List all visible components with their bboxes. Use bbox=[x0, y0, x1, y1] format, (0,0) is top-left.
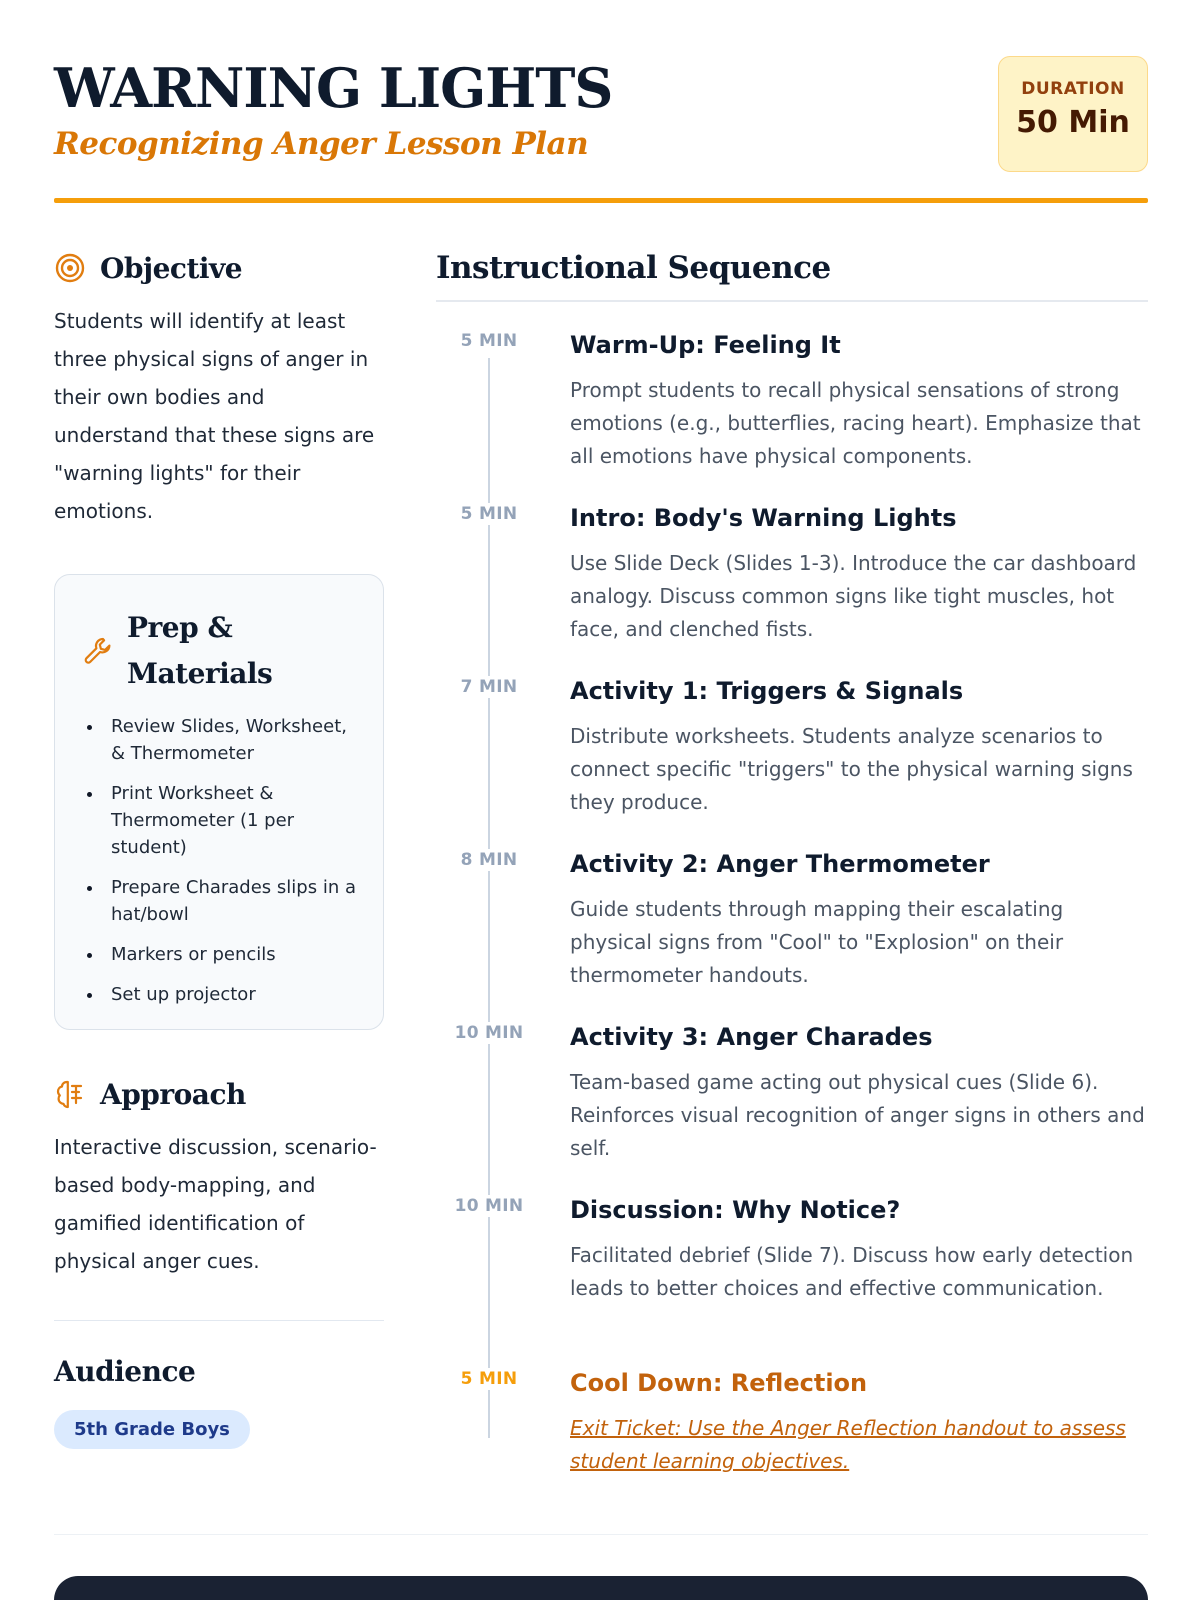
step-time: 5 MIN bbox=[436, 330, 542, 352]
prep-list bbox=[81, 713, 357, 1008]
page-subtitle: Recognizing Anger Lesson Plan bbox=[54, 126, 589, 162]
step-title: Warm-Up: Feeling It bbox=[570, 331, 841, 359]
step-time: 5 MIN bbox=[436, 1368, 542, 1390]
duration-label: DURATION bbox=[1021, 79, 1125, 99]
duration-value: 50 Min bbox=[1016, 105, 1130, 140]
list-item: Print Worksheet & Thermometer (1 per student) bbox=[81, 780, 357, 861]
step-title: Intro: Body's Warning Lights bbox=[570, 504, 957, 532]
duration-box bbox=[998, 56, 1148, 172]
exit-ticket-link[interactable]: Exit Ticket: Use the Anger Reflection handout to assess student learning objectives. bbox=[570, 1416, 1126, 1473]
approach-section bbox=[54, 1074, 384, 1280]
step-description: Facilitated debrief (Slide 7). Discuss how early detection leads to better choices and effective communication. bbox=[570, 1243, 1134, 1300]
step-time: 10 MIN bbox=[436, 1022, 542, 1044]
step-title: Activity 1: Triggers & Signals bbox=[570, 677, 964, 705]
step-description: Guide students through mapping their escalating physical signs from "Cool" to "Explosion" on their thermometer handouts. bbox=[570, 897, 1064, 987]
prep-materials-card bbox=[54, 574, 384, 1030]
audience-badge: 5th Grade Boys bbox=[54, 1410, 250, 1449]
step-time: 10 MIN bbox=[436, 1195, 542, 1217]
step-description: Use Slide Deck (Slides 1-3). Introduce the car dashboard analogy. Discuss common signs like tight muscles, hot face, and clenched fists. bbox=[570, 551, 1137, 641]
list-item: Set up projector bbox=[81, 981, 357, 1008]
audience-section bbox=[54, 1355, 384, 1449]
brain-icon bbox=[54, 1078, 86, 1110]
step-title: Activity 2: Anger Thermometer bbox=[570, 850, 990, 878]
sequence-title: Instructional Sequence bbox=[436, 250, 831, 286]
prep-title: Prep & Materials bbox=[127, 611, 273, 690]
bottom-divider bbox=[54, 1534, 1148, 1535]
step-description: Distribute worksheets. Students analyze scenarios to connect specific "triggers" to the physical warning signs they produce. bbox=[570, 724, 1133, 814]
step-title: Discussion: Why Notice? bbox=[570, 1196, 901, 1224]
step-title: Cool Down: Reflection bbox=[570, 1369, 868, 1397]
list-item: Markers or pencils bbox=[81, 941, 357, 968]
objective-title: Objective bbox=[100, 251, 243, 285]
step-description: Prompt students to recall physical sensations of strong emotions (e.g., butterflies, racing heart). Emphasize that all emotions have physical components. bbox=[570, 378, 1141, 468]
step-title: Activity 3: Anger Charades bbox=[570, 1023, 933, 1051]
approach-text: Interactive discussion, scenario-based body-mapping, and gamified identification of physical anger cues. bbox=[54, 1135, 377, 1273]
target-icon bbox=[54, 252, 86, 284]
header-divider bbox=[54, 198, 1148, 203]
objective-section bbox=[54, 248, 384, 530]
step-time: 5 MIN bbox=[436, 503, 542, 525]
step-description: Team-based game acting out physical cues (Slide 6). Reinforces visual recognition of anger signs in others and self. bbox=[570, 1070, 1145, 1160]
wrench-icon bbox=[81, 634, 115, 668]
left-divider bbox=[54, 1320, 384, 1321]
approach-title: Approach bbox=[100, 1077, 246, 1111]
list-item: Review Slides, Worksheet, & Thermometer bbox=[81, 713, 357, 767]
list-item: Prepare Charades slips in a hat/bowl bbox=[81, 874, 357, 928]
audience-title: Audience bbox=[54, 1355, 196, 1388]
sequence-section bbox=[436, 248, 1148, 302]
objective-text: Students will identify at least three physical signs of anger in their own bodies and understand that these signs are "warning lights" for their emotions. bbox=[54, 309, 375, 523]
footer-bar bbox=[54, 1576, 1148, 1600]
sequence-divider bbox=[436, 300, 1148, 302]
step-time: 7 MIN bbox=[436, 676, 542, 698]
page-title: WARNING LIGHTS bbox=[54, 56, 613, 120]
lesson-header bbox=[54, 56, 1148, 202]
step-time: 8 MIN bbox=[436, 849, 542, 871]
